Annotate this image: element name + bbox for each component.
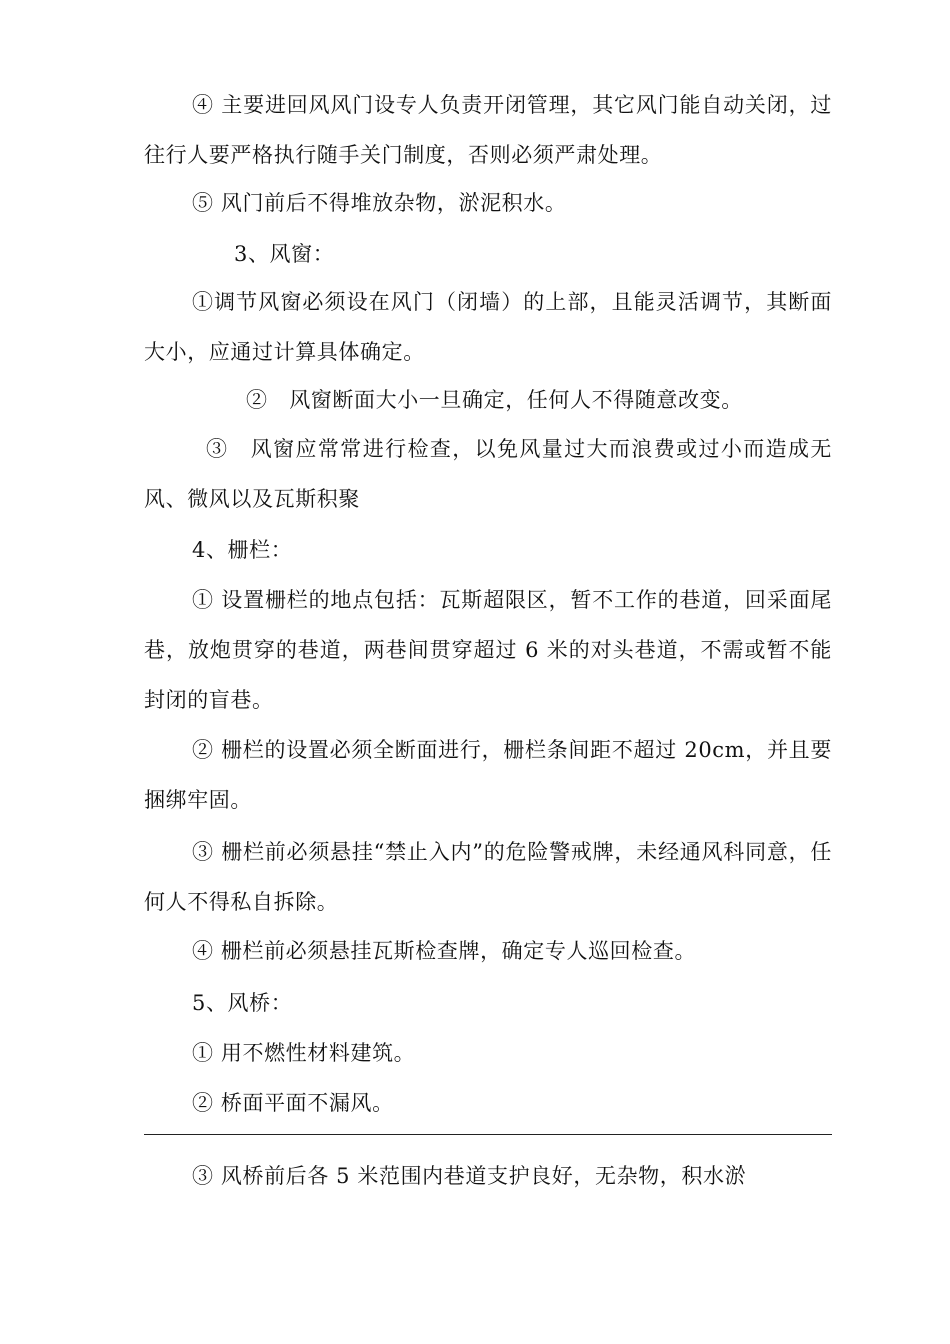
- paragraph-window-size-fixed: ② 风窗断面大小一旦确定，任何人不得随意改变。: [246, 388, 743, 412]
- page-divider-rule: [144, 1134, 832, 1135]
- section-heading-air-window: 3、风窗：: [234, 242, 335, 266]
- paragraph-damper-management: ④ 主要进回风风门设专人负责开闭管理，其它风门能自动关闭，过往行人要严格执行随手关门制度，否则必须严肃处理。: [144, 93, 832, 167]
- paragraph-window-inspection: ③ 风窗应常常进行检查，以免风量过大而浪费或过小而造成无风、微风以及瓦斯积聚: [144, 437, 832, 511]
- section-heading-air-bridge: 5、风桥：: [192, 991, 293, 1015]
- section-heading-fence: 4、栅栏：: [192, 538, 293, 562]
- paragraph-bridge-material: ① 用不燃性材料建筑。: [192, 1041, 416, 1065]
- paragraph-fence-spacing: ② 栅栏的设置必须全断面进行，栅栏条间距不超过 20cm，并且要捆绑牢固。: [144, 738, 832, 812]
- paragraph-fence-gas-check: ④ 栅栏前必须悬挂瓦斯检查牌，确定专人巡回检查。: [192, 939, 697, 963]
- paragraph-bridge-support: ③ 风桥前后各 5 米范围内巷道支护良好，无杂物，积水淤: [192, 1164, 747, 1188]
- paragraph-damper-clearance: ⑤ 风门前后不得堆放杂物，淤泥积水。: [192, 191, 567, 215]
- paragraph-bridge-surface: ② 桥面平面不漏风。: [192, 1091, 394, 1115]
- paragraph-window-placement: ①调节风窗必须设在风门（闭墙）的上部，且能灵活调节，其断面大小，应通过计算具体确定。: [144, 290, 832, 364]
- paragraph-fence-warning-sign: ③ 栅栏前必须悬挂“禁止入内”的危险警戒牌，未经通风科同意，任何人不得私自拆除。: [144, 840, 832, 914]
- paragraph-fence-locations: ① 设置栅栏的地点包括：瓦斯超限区，暂不工作的巷道，回采面尾巷，放炮贯穿的巷道，两巷间贯穿超过 6 米的对头巷道，不需或暂不能封闭的盲巷。: [144, 588, 832, 712]
